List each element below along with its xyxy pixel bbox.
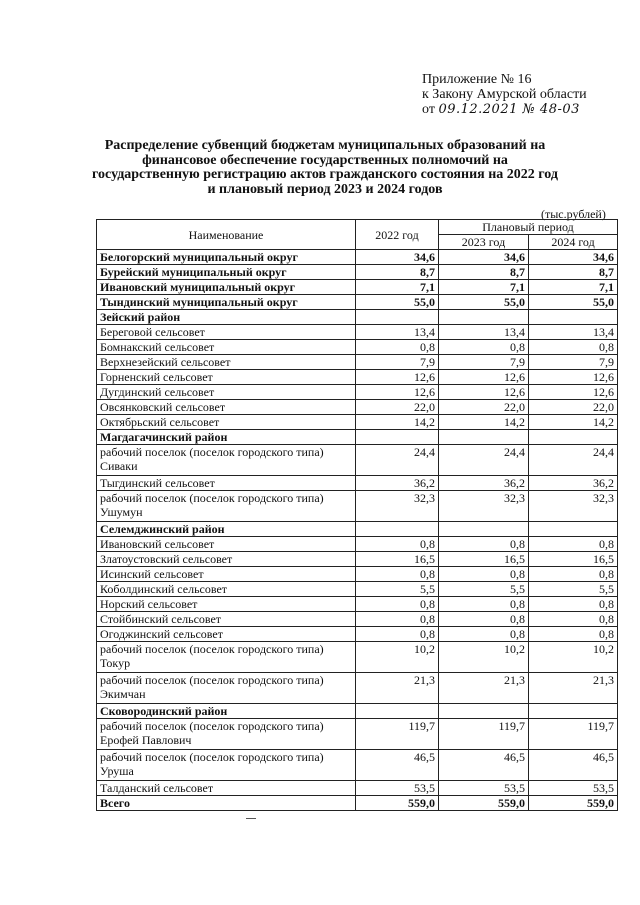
cell-2024: 0,8 <box>529 567 618 582</box>
cell-2024: 32,3 <box>529 491 618 522</box>
cell-name: рабочий поселок (поселок городского типа) Ерофей Павлович <box>97 719 356 750</box>
subvention-table <box>96 219 618 811</box>
cell-2022: 53,5 <box>356 781 439 796</box>
cell-name: Стойбинский сельсовет <box>97 612 356 627</box>
annex-block <box>422 72 587 117</box>
handwritten-date-number: 09.12.2021 № 48-03 <box>438 102 580 117</box>
cell-name: рабочий поселок (поселок городского типа) Экимчан <box>97 673 356 704</box>
cell-2024: 34,6 <box>529 250 618 265</box>
cell-2023: 46,5 <box>439 750 529 781</box>
table-row <box>97 340 618 355</box>
table-row <box>97 265 618 280</box>
table-row <box>97 567 618 582</box>
annex-date-prefix: от <box>422 102 435 117</box>
table-row <box>97 476 618 491</box>
table-row <box>97 250 618 265</box>
cell-2022: 559,0 <box>356 796 439 811</box>
cell-2023: 5,5 <box>439 582 529 597</box>
cell-2023: 24,4 <box>439 445 529 476</box>
cell-name: Магдагачинский район <box>97 430 356 445</box>
cell-name: Бурейский муниципальный округ <box>97 265 356 280</box>
cell-2022 <box>356 310 439 325</box>
cell-2022: 16,5 <box>356 552 439 567</box>
cell-2024: 22,0 <box>529 400 618 415</box>
table-row <box>97 280 618 295</box>
cell-2023: 7,1 <box>439 280 529 295</box>
cell-2023 <box>439 522 529 537</box>
cell-name: Верхнезейский сельсовет <box>97 355 356 370</box>
cell-name: Селемджинский район <box>97 522 356 537</box>
table-row <box>97 796 618 811</box>
cell-name: Тындинский муниципальный округ <box>97 295 356 310</box>
cell-2024: 12,6 <box>529 370 618 385</box>
col-header-2023: 2023 год <box>439 235 529 250</box>
cell-name: Всего <box>97 796 356 811</box>
table-row <box>97 642 618 673</box>
col-header-name: Наименование <box>97 220 356 250</box>
cell-name: Сковородинский район <box>97 704 356 719</box>
cell-name: рабочий поселок (поселок городского типа) Уруша <box>97 750 356 781</box>
cell-2023: 55,0 <box>439 295 529 310</box>
table-row <box>97 522 618 537</box>
cell-2024 <box>529 430 618 445</box>
cell-name: Ивановский сельсовет <box>97 537 356 552</box>
cell-2022: 21,3 <box>356 673 439 704</box>
cell-2022: 36,2 <box>356 476 439 491</box>
table-row <box>97 750 618 781</box>
table-row <box>97 627 618 642</box>
cell-2022: 0,8 <box>356 567 439 582</box>
cell-2022: 12,6 <box>356 385 439 400</box>
table-body <box>97 250 618 811</box>
cell-2024: 0,8 <box>529 612 618 627</box>
document-title: Распределение субвенций бюджетам муниципальных образований на финансовое обеспечение государственных полномочий на государственную регистрацию актов гражданского состояния на 2022 год и плановый период 2023 и 2024 годов <box>92 138 558 197</box>
cell-name: рабочий поселок (поселок городского типа) Ушумун <box>97 491 356 522</box>
cell-2024: 14,2 <box>529 415 618 430</box>
cell-2023: 559,0 <box>439 796 529 811</box>
table-row <box>97 370 618 385</box>
cell-2023: 53,5 <box>439 781 529 796</box>
col-header-plan-period: Плановый период <box>439 220 618 235</box>
cell-2024: 16,5 <box>529 552 618 567</box>
cell-2023: 7,9 <box>439 355 529 370</box>
cell-2022: 119,7 <box>356 719 439 750</box>
table-row <box>97 719 618 750</box>
cell-name: Норский сельсовет <box>97 597 356 612</box>
table-row <box>97 704 618 719</box>
cell-2022: 7,9 <box>356 355 439 370</box>
cell-name: Коболдинский сельсовет <box>97 582 356 597</box>
table-row <box>97 295 618 310</box>
cell-2023 <box>439 430 529 445</box>
cell-2023: 119,7 <box>439 719 529 750</box>
col-header-2024: 2024 год <box>529 235 618 250</box>
cell-2023: 0,8 <box>439 612 529 627</box>
cell-name: Белогорский муниципальный округ <box>97 250 356 265</box>
page-mark <box>246 818 256 819</box>
table-row <box>97 385 618 400</box>
cell-name: Ивановский муниципальный округ <box>97 280 356 295</box>
table-row <box>97 597 618 612</box>
cell-2023: 0,8 <box>439 567 529 582</box>
annex-law-ref: к Закону Амурской области <box>422 87 587 102</box>
cell-2024: 119,7 <box>529 719 618 750</box>
cell-name: Зейский район <box>97 310 356 325</box>
cell-2022: 0,8 <box>356 597 439 612</box>
table-row <box>97 673 618 704</box>
cell-2024: 36,2 <box>529 476 618 491</box>
cell-2022: 12,6 <box>356 370 439 385</box>
cell-2024: 0,8 <box>529 340 618 355</box>
cell-name: рабочий поселок (поселок городского типа) Токур <box>97 642 356 673</box>
table-row <box>97 582 618 597</box>
cell-2024: 55,0 <box>529 295 618 310</box>
table-row <box>97 537 618 552</box>
cell-2024: 7,9 <box>529 355 618 370</box>
cell-2024: 21,3 <box>529 673 618 704</box>
cell-2022: 5,5 <box>356 582 439 597</box>
cell-2022: 46,5 <box>356 750 439 781</box>
cell-name: Дугдинский сельсовет <box>97 385 356 400</box>
cell-2023: 36,2 <box>439 476 529 491</box>
table-row <box>97 552 618 567</box>
cell-2022: 22,0 <box>356 400 439 415</box>
cell-2024: 46,5 <box>529 750 618 781</box>
cell-name: Овсянковский сельсовет <box>97 400 356 415</box>
annex-date-line <box>422 102 587 117</box>
cell-2022: 34,6 <box>356 250 439 265</box>
table-row <box>97 355 618 370</box>
cell-2023: 10,2 <box>439 642 529 673</box>
table-row <box>97 415 618 430</box>
cell-2023: 14,2 <box>439 415 529 430</box>
col-header-2022: 2022 год <box>356 220 439 250</box>
cell-2024: 10,2 <box>529 642 618 673</box>
cell-2023: 0,8 <box>439 627 529 642</box>
cell-2024: 5,5 <box>529 582 618 597</box>
annex-number: Приложение № 16 <box>422 72 532 87</box>
cell-2022 <box>356 704 439 719</box>
cell-2024: 12,6 <box>529 385 618 400</box>
units-label: (тыс.рублей) <box>541 207 606 221</box>
cell-2023: 32,3 <box>439 491 529 522</box>
cell-2023: 21,3 <box>439 673 529 704</box>
cell-2023: 12,6 <box>439 370 529 385</box>
cell-2022: 7,1 <box>356 280 439 295</box>
table-row <box>97 325 618 340</box>
cell-name: Огоджинский сельсовет <box>97 627 356 642</box>
cell-2024 <box>529 522 618 537</box>
table-row <box>97 310 618 325</box>
cell-2022: 13,4 <box>356 325 439 340</box>
cell-2022: 8,7 <box>356 265 439 280</box>
cell-2024: 7,1 <box>529 280 618 295</box>
table-row <box>97 491 618 522</box>
cell-2024: 24,4 <box>529 445 618 476</box>
cell-2022: 0,8 <box>356 612 439 627</box>
cell-2023: 13,4 <box>439 325 529 340</box>
cell-name: Златоустовский сельсовет <box>97 552 356 567</box>
cell-2024: 8,7 <box>529 265 618 280</box>
cell-name: Октябрьский сельсовет <box>97 415 356 430</box>
cell-2024 <box>529 310 618 325</box>
cell-2023: 0,8 <box>439 340 529 355</box>
cell-2022 <box>356 522 439 537</box>
cell-2022: 24,4 <box>356 445 439 476</box>
table-row <box>97 781 618 796</box>
cell-2024 <box>529 704 618 719</box>
cell-2024: 559,0 <box>529 796 618 811</box>
cell-2023: 16,5 <box>439 552 529 567</box>
cell-2023: 0,8 <box>439 537 529 552</box>
cell-2022: 10,2 <box>356 642 439 673</box>
cell-2024: 53,5 <box>529 781 618 796</box>
table-row <box>97 430 618 445</box>
cell-2022: 32,3 <box>356 491 439 522</box>
cell-2024: 13,4 <box>529 325 618 340</box>
cell-name: Бомнакский сельсовет <box>97 340 356 355</box>
cell-name: Тыгдинский сельсовет <box>97 476 356 491</box>
cell-2023: 0,8 <box>439 597 529 612</box>
cell-2024: 0,8 <box>529 597 618 612</box>
cell-2022: 0,8 <box>356 340 439 355</box>
cell-2022: 0,8 <box>356 537 439 552</box>
cell-name: Горненский сельсовет <box>97 370 356 385</box>
cell-2022: 14,2 <box>356 415 439 430</box>
cell-2023: 8,7 <box>439 265 529 280</box>
cell-2023: 22,0 <box>439 400 529 415</box>
cell-2022: 55,0 <box>356 295 439 310</box>
cell-2022: 0,8 <box>356 627 439 642</box>
cell-name: Исинский сельсовет <box>97 567 356 582</box>
cell-2024: 0,8 <box>529 627 618 642</box>
table-row <box>97 445 618 476</box>
cell-name: рабочий поселок (поселок городского типа) Сиваки <box>97 445 356 476</box>
table-row <box>97 400 618 415</box>
cell-2022 <box>356 430 439 445</box>
cell-2023: 12,6 <box>439 385 529 400</box>
cell-2023 <box>439 310 529 325</box>
cell-2024: 0,8 <box>529 537 618 552</box>
cell-2023 <box>439 704 529 719</box>
cell-name: Береговой сельсовет <box>97 325 356 340</box>
cell-name: Талданский сельсовет <box>97 781 356 796</box>
table-row <box>97 612 618 627</box>
cell-2023: 34,6 <box>439 250 529 265</box>
